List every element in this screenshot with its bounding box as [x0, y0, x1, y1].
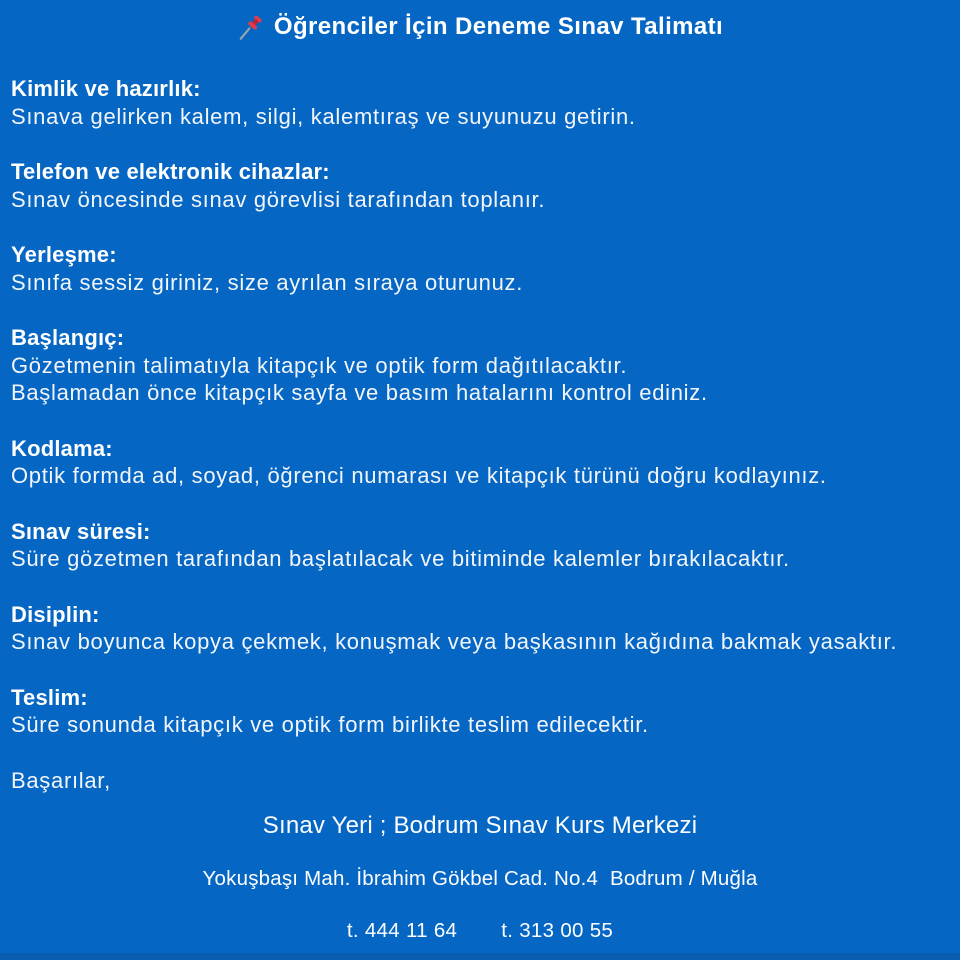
section-line: Sınav öncesinde sınav görevlisi tarafından toplanır.	[11, 186, 546, 212]
bottom-edge-strip	[0, 953, 960, 960]
address-line: Yokuşbaşı Mah. İbrahim Gökbel Cad. No.4 Bodrum / Muğla	[202, 867, 758, 890]
section-teslim	[11, 684, 949, 739]
section-telefon-ve-elektronik	[11, 158, 949, 213]
page-title-row	[0, 0, 960, 42]
section-heading: Başlangıç:	[11, 325, 125, 350]
pushpin-icon	[237, 14, 265, 42]
section-line: Sınav boyunca kopya çekmek, konuşmak veya başkasının kağıdına bakmak yasaktır.	[11, 629, 898, 654]
section-heading: Disiplin:	[11, 601, 100, 627]
section-disiplin	[11, 601, 949, 656]
venue-line: Sınav Yeri ; Bodrum Sınav Kurs Merkezi	[262, 812, 698, 839]
section-kodlama	[11, 435, 949, 490]
section-baslangic	[11, 324, 949, 407]
section-heading: Teslim:	[11, 684, 88, 710]
phone-row	[0, 918, 960, 943]
closing-text: Başarılar,	[11, 767, 111, 793]
section-sinav-suresi	[11, 518, 949, 573]
section-heading: Kimlik ve hazırlık:	[11, 76, 201, 101]
section-line: Süre sonunda kitapçık ve optik form birlikte teslim edilecektir.	[11, 712, 649, 737]
section-line: Gözetmenin talimatıyla kitapçık ve optik form dağıtılacaktır.	[11, 352, 628, 378]
section-yerlesme	[11, 241, 949, 296]
instructions-content	[0, 75, 960, 794]
section-heading: Sınav süresi:	[11, 518, 151, 544]
page-title: Öğrenciler İçin Deneme Sınav Talimatı	[273, 13, 724, 40]
section-line: Süre gözetmen tarafından başlatılacak ve bitiminde kalemler bırakılacaktır.	[11, 546, 790, 571]
phone-number-1: t. 444 11 64	[346, 919, 458, 942]
section-heading: Kodlama:	[11, 435, 113, 461]
section-line: Optik formda ad, soyad, öğrenci numarası ve kitapçık türünü doğru kodlayınız.	[11, 463, 827, 488]
section-kimlik-ve-hazirlik	[11, 75, 949, 130]
phone-number-2: t. 313 00 55	[501, 919, 614, 942]
section-heading: Telefon ve elektronik cihazlar:	[11, 159, 330, 184]
section-line: Başlamadan önce kitapçık sayfa ve basım hatalarını kontrol ediniz.	[11, 380, 708, 405]
section-line: Sınıfa sessiz giriniz, size ayrılan sıraya oturunuz.	[11, 269, 524, 295]
section-line: Sınava gelirken kalem, silgi, kalemtıraş ve suyunuzu getirin.	[11, 103, 636, 129]
section-heading: Yerleşme:	[11, 242, 117, 267]
